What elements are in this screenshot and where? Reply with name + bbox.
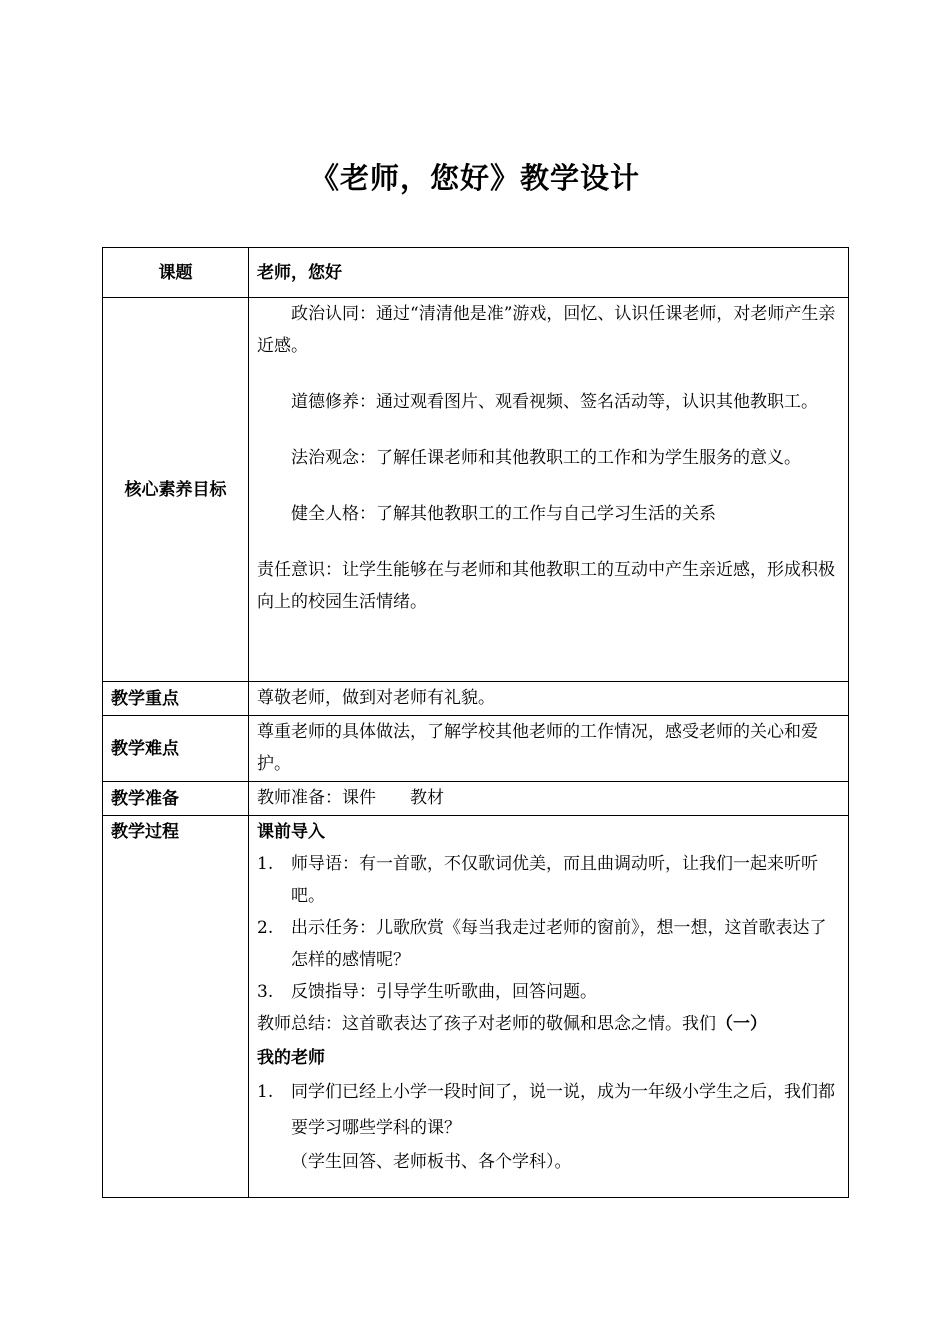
row-value-difficulty: 尊重老师的具体做法，了解学校其他老师的工作情况，感受老师的关心和爱护。 — [249, 716, 849, 782]
list-number: 3. — [257, 982, 274, 1002]
table-row-goals — [103, 298, 849, 682]
list-text: 师导语：有一首歌，不仅歌词优美，而且曲调动听，让我们一起来听听吧。 — [291, 854, 818, 906]
row-value-process — [249, 816, 849, 1198]
row-label-difficulty: 教学难点 — [103, 716, 249, 782]
summary-text: 教师总结：这首歌表达了孩子对老师的敬佩和思念之情。我们 — [257, 1014, 716, 1034]
list-number: 1. — [257, 1082, 274, 1102]
table-row-focus — [103, 682, 849, 716]
topic-value: 老师，您好 — [257, 262, 342, 283]
goal-item: 政治认同：通过“清清他是准”游戏，回忆、认识任课老师，对老师产生亲近感。 — [257, 304, 836, 356]
goal-item: 健全人格：了解其他教职工的工作与自己学习生活的关系 — [291, 504, 716, 524]
table-row-preparation — [103, 782, 849, 816]
section-heading: 课前导入 — [257, 822, 325, 842]
goal-item: 法治观念：了解任课老师和其他教职工的工作和为学生服务的意义。 — [291, 448, 801, 468]
row-value-preparation: 教师准备：课件 教材 — [249, 782, 849, 816]
row-label-process: 教学过程 — [103, 816, 249, 1198]
table-row-difficulty — [103, 716, 849, 782]
row-value-focus: 尊敬老师，做到对老师有礼貌。 — [249, 682, 849, 716]
goal-item: 责任意识：让学生能够在与老师和其他教职工的互动中产生亲近感，形成积极向上的校园生活情绪。 — [257, 560, 835, 612]
list-item — [257, 1074, 840, 1146]
table-row-topic — [103, 248, 849, 298]
list-text: 出示任务：儿歌欣赏《每当我走过老师的窗前》，想一想，这首歌表达了怎样的感情呢？ — [291, 918, 827, 970]
teacher-summary — [257, 1008, 840, 1040]
goal-item: 道德修养：通过观看图片、观看视频、签名活动等，认识其他教职工。 — [291, 392, 818, 412]
list-number: 2. — [257, 918, 274, 938]
row-value-topic — [249, 248, 849, 298]
list-text: 同学们已经上小学一段时间了，说一说，成为一年级小学生之后，我们都要学习哪些学科的课？ — [291, 1082, 835, 1138]
student-note: （学生回答、老师板书、各个学科）。 — [291, 1152, 572, 1172]
list-item — [257, 848, 840, 912]
list-item — [257, 912, 840, 976]
row-label-goals: 核心素养目标 — [103, 298, 249, 682]
list-number: 1. — [257, 854, 274, 874]
list-text: 反馈指导：引导学生听歌曲，回答问题。 — [291, 982, 597, 1002]
section-heading: 我的老师 — [257, 1048, 325, 1068]
lesson-plan-table — [102, 247, 849, 1198]
table-row-process — [103, 816, 849, 1198]
page-title: 《老师，您好》教学设计 — [309, 161, 640, 195]
summary-section-marker: （一） — [716, 1014, 767, 1034]
row-label-preparation: 教学准备 — [103, 782, 249, 816]
list-item — [257, 976, 840, 1008]
row-label-topic: 课题 — [103, 248, 249, 298]
row-label-focus: 教学重点 — [103, 682, 249, 716]
row-value-goals — [249, 298, 849, 682]
